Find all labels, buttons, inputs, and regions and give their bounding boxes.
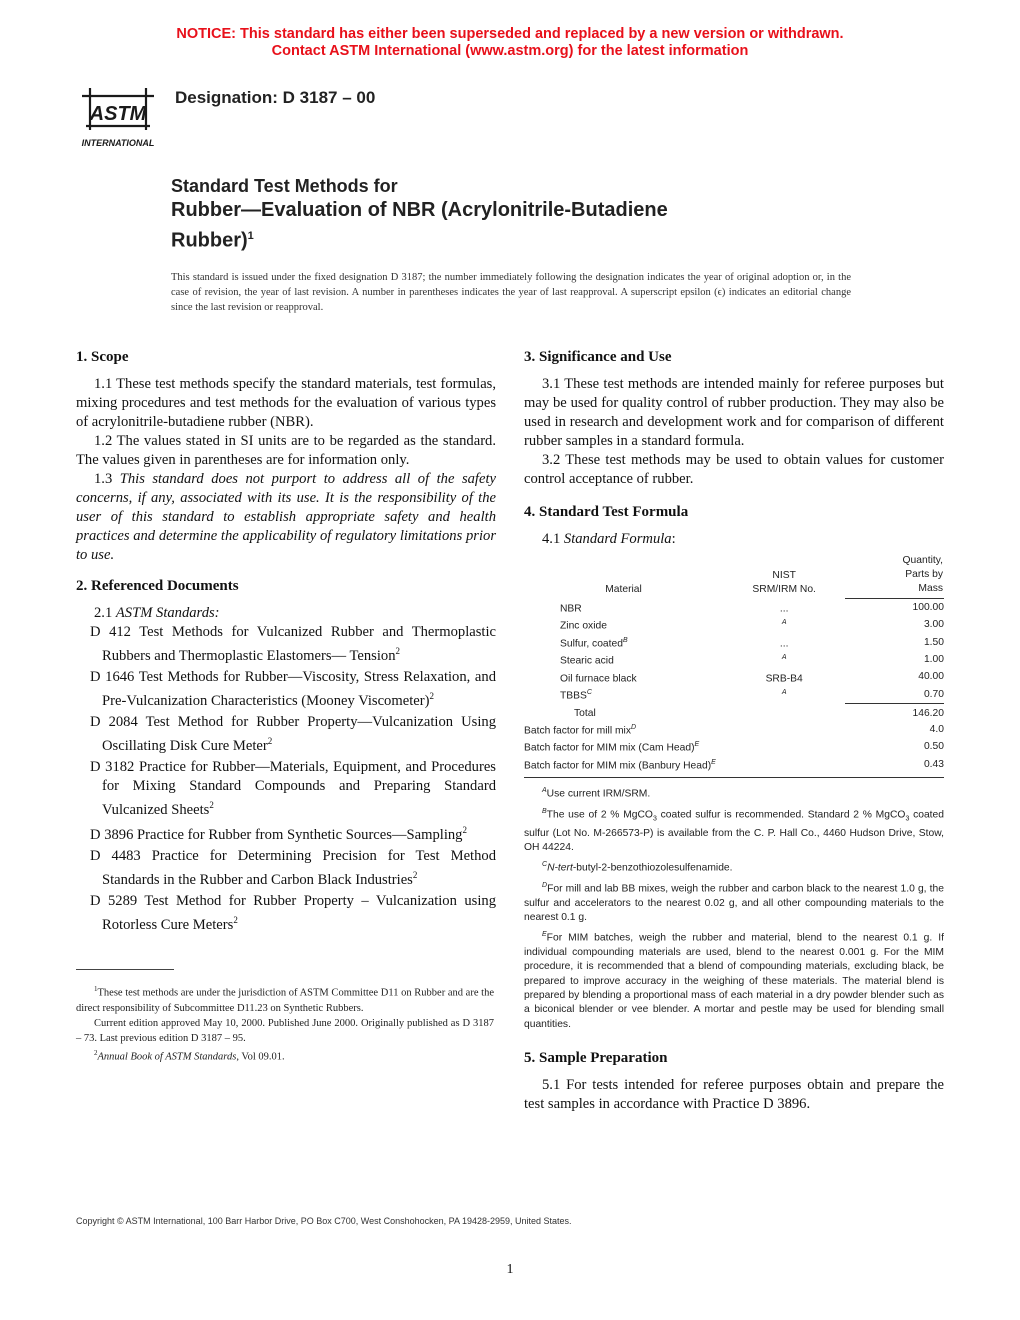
ref-d4483-sup: 2	[412, 870, 418, 881]
formula-table	[524, 553, 944, 778]
footnote-1-text: These test methods are under the jurisdiction of ASTM Committee D11 on Rubber and are the direct responsibility of Subcommittee D11.23 on Synthetic Rubbers.	[76, 987, 494, 1014]
ref-d2084-sup: 2	[267, 735, 273, 746]
table-note-e	[524, 928, 944, 1032]
ref-d412	[90, 623, 496, 666]
title-line-3-text: Rubber)	[171, 229, 248, 252]
ref-d412-text: D 412 Test Methods for Vulcanized Rubber and Thermoplastic Rubbers and Thermoplastic Elastomers— Tension	[90, 624, 496, 664]
material-sup: C	[586, 689, 592, 697]
note-b-mark: B	[542, 808, 547, 816]
left-column	[76, 348, 496, 937]
batch-label-text: Batch factor for MIM mix (Banbury Head)	[524, 760, 712, 772]
table-footnotes	[524, 784, 944, 1032]
ref-d3896-text: D 3896 Practice for Rubber from Synthetic Sources—Sampling	[90, 827, 463, 844]
formula-4-1-title: Standard Formula	[563, 531, 672, 547]
col-qty-line-1: Quantity,	[902, 555, 943, 566]
footnote-2-italic: Annual Book of ASTM Standards	[97, 1051, 237, 1062]
batch-row	[524, 721, 944, 738]
footnote-divider	[76, 969, 174, 970]
note-e-text: For MIM batches, weigh the rubber and material, blend to the nearest 0.1 g. If individual compounding materials are used, blend to the nearest 0.001 g. For the MIM procedure, it is recommended that a blend of compounding materials, excluding black, be prepared to improve accuracy in the weighing of these materials. The material blend is prepared by blending a proportional mass of each material in a dry powder blender such as a biconical blender or vee blender. A mortar and pestle may be used for blending small quantities.	[524, 932, 944, 1030]
table-note-b	[524, 805, 944, 855]
significance-heading: 3. Significance and Use	[524, 349, 672, 365]
note-d-mark: D	[542, 882, 548, 890]
footnote-1	[76, 982, 494, 1016]
nist-sup: A	[781, 689, 787, 697]
referenced-2-1-num: 2.1	[94, 605, 116, 621]
note-b-sub-1: 3	[652, 815, 657, 823]
col-qty-line-2: Parts by	[905, 569, 943, 580]
formula-table-header	[524, 553, 944, 599]
material-name: Oil furnace black	[560, 673, 637, 685]
qty-cell: 40.00	[918, 671, 944, 683]
note-d-text: For mill and lab BB mixes, weigh the rubber and carbon black to the nearest 1.0 g, the sulfur and accelerators to the nearest 0.02 g, and all other compounding materials to the nearest 0.1 g.	[524, 883, 944, 924]
ref-d2084-text: D 2084 Test Method for Rubber Property—Vulcanization Using Oscillating Disk Cure Meter	[90, 713, 496, 754]
material-cell	[524, 651, 723, 668]
note-a-text: Use current IRM/SRM.	[546, 788, 651, 800]
col-nist-line-1: NIST	[772, 569, 796, 581]
material-cell	[524, 686, 723, 703]
nist-cell	[723, 686, 845, 703]
table-row	[524, 651, 944, 668]
svg-text:INTERNATIONAL: INTERNATIONAL	[81, 138, 155, 148]
edition-note: Current edition approved May 10, 2000. Published June 2000. Originally published as D 3187 – 73. Last previous edition D 3187 – 95.	[76, 1017, 494, 1044]
batch-row	[524, 738, 944, 755]
referenced-heading: 2. Referenced Documents	[76, 578, 239, 594]
scope-1-2: 1.2 The values stated in SI units are to be regarded as the standard. The values given in parentheses are for information only.	[76, 433, 496, 468]
copyright: Copyright © ASTM International, 100 Barr Harbor Drive, PO Box C700, West Conshohocken, PA 19428-2959, United States.	[76, 1216, 572, 1226]
scope-heading: 1. Scope	[76, 349, 129, 365]
nist-sup: A	[781, 654, 787, 662]
ref-d1646	[90, 668, 496, 711]
total-qty: 146.20	[912, 708, 944, 720]
note-c-rest: -butyl-2-benzothiozolesulfenamide.	[572, 862, 733, 874]
table-row	[524, 686, 944, 703]
ref-d4483	[90, 847, 496, 890]
ref-d3896-sup: 2	[462, 825, 467, 836]
sample-5-1: 5.1 For tests intended for referee purposes obtain and prepare the test samples in accordance with Practice D 3896.	[524, 1076, 944, 1112]
footnote-2-mark: 2	[94, 1048, 98, 1057]
ref-d3182-sup: 2	[209, 799, 214, 810]
col-nist-line-2: SRM/IRM No.	[752, 583, 816, 595]
ref-d3896	[90, 821, 496, 845]
qty-cell: 0.70	[923, 688, 944, 700]
ref-d412-sup: 2	[395, 646, 401, 656]
ref-d4483-text: D 4483 Practice for Determining Precision for Test Method Standards in the Rubber and Carbon Black Industries	[90, 848, 496, 889]
material-name: Sulfur, coated	[560, 638, 623, 650]
right-column	[524, 348, 944, 1114]
table-row	[524, 599, 944, 616]
col-material: Material	[605, 583, 642, 595]
batch-sup: E	[711, 758, 716, 766]
batch-label	[524, 756, 845, 773]
material-name: Stearic acid	[560, 655, 614, 667]
title-line-2: Rubber—Evaluation of NBR (Acrylonitrile-Butadiene	[171, 199, 668, 221]
referenced-2-1	[76, 604, 496, 623]
footnote-1-mark: 1	[94, 985, 98, 993]
table-row	[524, 669, 944, 686]
batch-qty: 4.0	[929, 723, 944, 735]
formula-heading: 4. Standard Test Formula	[524, 504, 689, 520]
nist-cell	[723, 669, 845, 686]
note-c-italic: N-tert	[547, 862, 573, 874]
material-name: TBBS	[560, 690, 587, 702]
note-b-part-2: coated sulfur is recommended. Standard 2 % MgCO	[656, 809, 906, 821]
table-row	[524, 616, 944, 633]
batch-label-text: Batch factor for mill mix	[524, 725, 631, 737]
formula-4-1-colon: :	[671, 531, 676, 547]
title-line-3	[171, 223, 871, 254]
document-title	[171, 175, 871, 254]
note-b-part-1: The use of 2 % MgCO	[546, 809, 653, 821]
qty-cell: 1.00	[923, 653, 944, 665]
ref-d5289-sup: 2	[233, 915, 238, 926]
qty-cell: 100.00	[912, 601, 944, 613]
col-quantity	[845, 553, 944, 599]
material-cell	[524, 599, 723, 616]
batch-label	[524, 721, 845, 738]
significance-3-1: 3.1 These test methods are intended mainly for referee purposes but may be used for quality control of rubber production. They may also be used in research and development work and for comparison of different rubber samples in a standard formula.	[524, 376, 944, 449]
nist-value: SRB-B4	[765, 673, 803, 685]
ref-d5289-text: D 5289 Test Method for Rubber Property – Vulcanization using Rotorless Cure Meters	[90, 893, 496, 934]
total-label: Total	[574, 708, 596, 720]
table-note-c	[524, 858, 944, 876]
material-name: Zinc oxide	[560, 620, 607, 632]
nist-cell	[723, 616, 845, 633]
total-row	[524, 707, 944, 721]
table-row	[524, 634, 944, 651]
note-a-mark: A	[542, 787, 547, 795]
table-note-d	[524, 879, 944, 925]
page-number: 1	[506, 1262, 514, 1277]
ref-d3182	[90, 758, 496, 820]
qty-cell: 3.00	[923, 619, 944, 631]
note-b-part-3: coated sulfur (Lot No. M-266573-P) is available from the C. P. Hall Co., 4460 Hudson Drive, Stow, OH 44224.	[524, 809, 945, 854]
note-c-mark: C	[542, 861, 548, 869]
referenced-2-1-title: ASTM Standards:	[115, 605, 220, 621]
batch-label	[524, 738, 845, 755]
nist-cell	[723, 634, 845, 651]
notice-line-1: NOTICE: This standard has either been superseded and replaced by a new version or withdrawn.	[176, 26, 844, 42]
material-cell	[524, 669, 723, 686]
ref-d2084	[90, 713, 496, 756]
title-footnote-mark: 1	[247, 230, 254, 242]
note-b-sub-2: 3	[905, 815, 910, 823]
nist-value: ...	[779, 603, 789, 615]
material-sup: B	[622, 636, 628, 644]
designation: Designation: D 3187 – 00	[175, 88, 376, 107]
formula-4-1	[524, 530, 944, 549]
nist-cell	[723, 599, 845, 616]
col-nist	[723, 553, 845, 599]
notice-line-2: Contact ASTM International (www.astm.org) for the latest information	[271, 43, 749, 59]
batch-sup: E	[694, 741, 700, 749]
nist-cell	[723, 651, 845, 668]
note-e-mark: E	[542, 931, 547, 939]
material-cell	[524, 616, 723, 633]
sample-heading: 5. Sample Preparation	[524, 1049, 668, 1066]
footnotes	[76, 982, 494, 1064]
ref-d3182-text: D 3182 Practice for Rubber—Materials, Equipment, and Procedures for Mixing Standard Compounds and Preparing Standard Vulcanized Sheets	[90, 758, 496, 818]
footnote-2-rest: , Vol 09.01.	[236, 1051, 285, 1062]
ref-d1646-sup: 2	[429, 690, 434, 701]
ref-d1646-text: D 1646 Test Methods for Rubber—Viscosity, Stress Relaxation, and Pre-Vulcanization Characteristics (Mooney Viscometer)	[90, 668, 496, 709]
svg-text:ASTM: ASTM	[89, 103, 147, 125]
issued-note: This standard is issued under the fixed designation D 3187; the number immediately following the designation indicates the year of original adoption or, in the case of revision, the year of last revision. A number in parentheses indicates the year of last reapproval. A superscript epsilon (ϵ) indicates an editorial change since the last revision or reapproval.	[171, 272, 851, 313]
withdrawal-notice	[0, 26, 1020, 60]
qty-cell: 1.50	[923, 636, 944, 648]
material-name: NBR	[560, 603, 582, 615]
batch-row	[524, 756, 944, 773]
table-note-a	[524, 784, 944, 802]
scope-1-1: 1.1 These test methods specify the standard materials, test formulas, mixing procedures and test methods for the evaluation of various types of acrylonitrile-butadiene rubber (NBR).	[76, 376, 496, 430]
scope-1-3-num: 1.3	[94, 471, 120, 487]
scope-1-3	[76, 470, 496, 565]
title-line-1: Standard Test Methods for	[171, 176, 398, 196]
formula-4-1-num: 4.1	[542, 531, 564, 547]
col-qty-line-3: Mass	[918, 583, 943, 594]
batch-label-text: Batch factor for MIM mix (Cam Head)	[524, 742, 695, 754]
batch-qty: 0.50	[923, 741, 944, 753]
scope-1-3-text: This standard does not purport to address all of the safety concerns, if any, associated with its use. It is the responsibility of the user of this standard to establish appropriate safety and health practices and determine the applicability of regulatory limitations prior to use.	[76, 471, 496, 563]
batch-qty: 0.43	[923, 758, 944, 770]
footnote-2	[76, 1046, 494, 1065]
batch-sup: D	[631, 724, 637, 732]
significance-3-2: 3.2 These test methods may be used to obtain values for customer control acceptance of rubber.	[524, 452, 944, 487]
material-cell	[524, 634, 723, 651]
astm-logo-icon	[76, 80, 160, 150]
nist-value: ...	[779, 638, 789, 650]
ref-d5289	[90, 892, 496, 935]
nist-sup: A	[781, 619, 787, 627]
